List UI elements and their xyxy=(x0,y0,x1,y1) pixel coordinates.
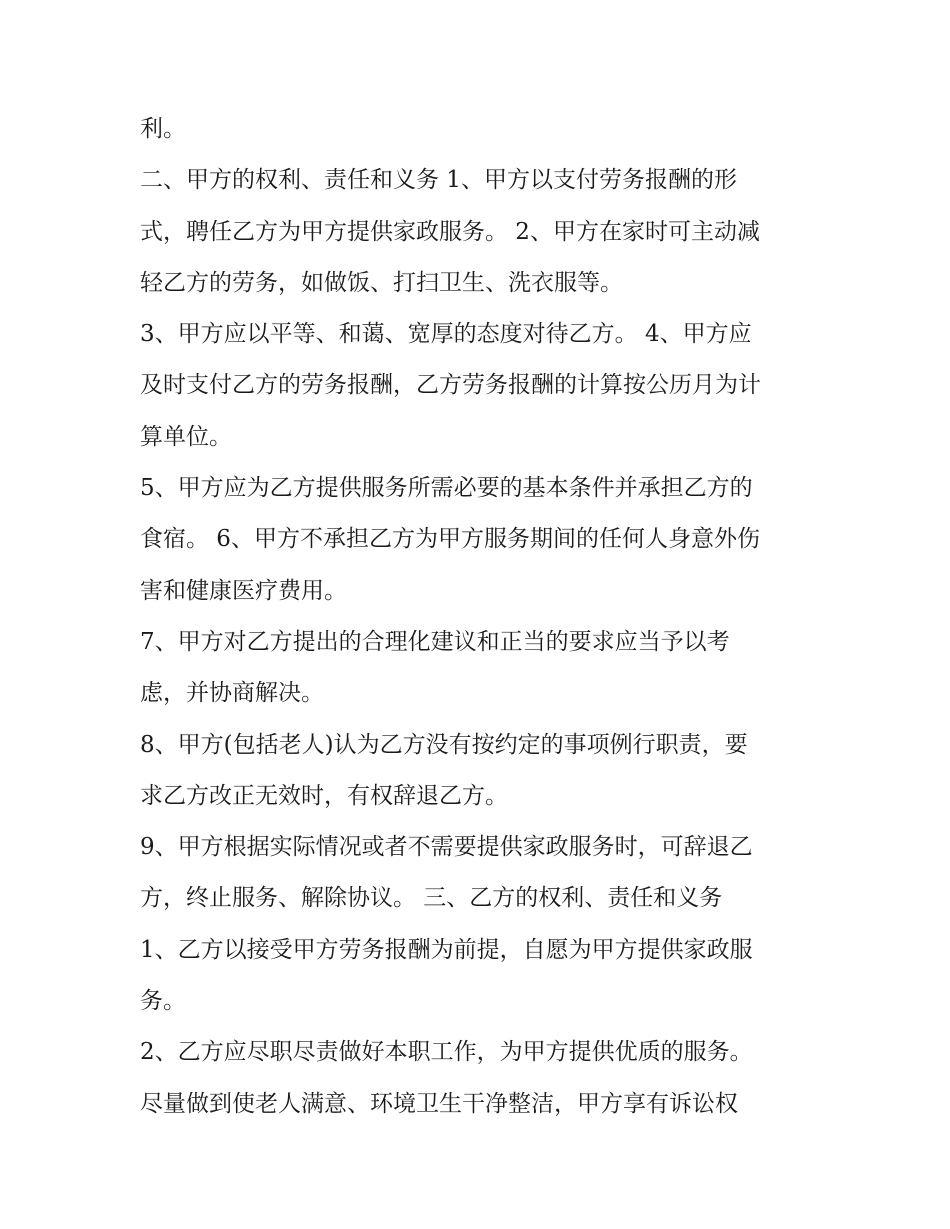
text-line: 害和健康医疗费用。 xyxy=(140,577,347,604)
text-line: 方，终止服务、解除协议。 三、乙方的权利、责任和义务 xyxy=(140,885,723,912)
text-line: 3、甲方应以平等、和蔼、宽厚的态度对待乙方。 4、甲方应 xyxy=(140,321,752,348)
text-line: 食宿。 6、甲方不承担乙方为甲方服务期间的任何人身意外伤 xyxy=(140,526,760,553)
text-line: 求乙方改正无效时，有权辞退乙方。 xyxy=(140,782,508,809)
text-line: 7、甲方对乙方提出的合理化建议和正当的要求应当予以考 xyxy=(140,628,730,655)
text-line: 2、乙方应尽职尽责做好本职工作，为甲方提供优质的服务。 xyxy=(140,1039,753,1066)
text-line: 5、甲方应为乙方提供服务所需必要的基本条件并承担乙方的 xyxy=(140,475,753,502)
text-line: 尽量做到使老人满意、环境卫生干净整洁，甲方享有诉讼权 xyxy=(140,1090,738,1117)
text-line: 虑，并协商解决。 xyxy=(140,680,324,707)
text-line: 式，聘任乙方为甲方提供家政服务。 2、甲方在家时可主动减 xyxy=(140,218,760,245)
text-line: 1、乙方以接受甲方劳务报酬为前提，自愿为甲方提供家政服 xyxy=(140,936,753,963)
text-line: 8、甲方(包括老人)认为乙方没有按约定的事项例行职责，要 xyxy=(140,731,748,758)
text-line: 算单位。 xyxy=(140,423,232,450)
text-line: 务。 xyxy=(140,988,186,1015)
text-line: 利。 xyxy=(140,116,186,142)
text-line: 轻乙方的劳务，如做饭、打扫卫生、洗衣服等。 xyxy=(140,269,623,296)
text-line: 二、甲方的权利、责任和义务 1、甲方以支付劳务报酬的形 xyxy=(140,167,737,194)
text-line: 9、甲方根据实际情况或者不需要提供家政服务时，可辞退乙 xyxy=(140,834,753,861)
text-line: 及时支付乙方的劳务报酬，乙方劳务报酬的计算按公历月为计 xyxy=(140,372,761,399)
document-body xyxy=(140,104,820,1130)
